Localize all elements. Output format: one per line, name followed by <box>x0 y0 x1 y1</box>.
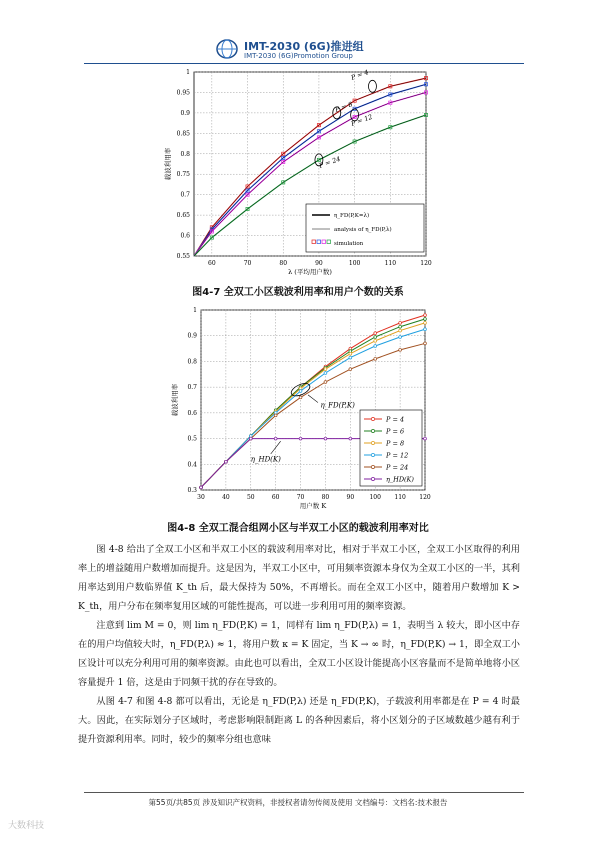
y-tick-label: 1 <box>186 69 190 76</box>
x-tick-label: 90 <box>315 260 323 267</box>
data-point <box>374 339 377 342</box>
y-tick-label: 0.85 <box>176 130 190 138</box>
legend-label: η_HD(K) <box>386 475 414 484</box>
legend-label: P = 24 <box>386 463 409 472</box>
data-point <box>424 321 427 324</box>
data-point <box>324 437 327 440</box>
data-point <box>424 328 427 331</box>
legend-label: P = 4 <box>386 415 405 424</box>
x-tick-label: 110 <box>394 494 406 501</box>
x-tick-label: 70 <box>243 260 252 267</box>
figure-4-7-caption: 图4-7 全双工小区载波利用率和用户个数的关系 <box>192 287 404 298</box>
legend-marker-icon <box>371 417 374 420</box>
watermark: 大数科技 <box>8 821 45 831</box>
page-footer: 第55页/共85页 涉及知识产权资料，非授权者请勿传阅及使用 文档编号：文档名:技术报告 <box>148 798 448 807</box>
x-tick-label: 110 <box>384 260 397 267</box>
header-title: IMT-2030 (6G)推进组 <box>244 40 364 53</box>
legend-label: η_FD(P,K=λ) <box>334 213 370 219</box>
p-annotation: P = 24 <box>317 154 342 170</box>
legend-marker-icon <box>371 477 374 480</box>
legend-marker-icon <box>371 453 374 456</box>
x-tick-label: 70 <box>296 494 305 501</box>
data-point <box>399 336 402 339</box>
data-point <box>324 372 327 375</box>
data-point <box>399 325 402 328</box>
x-tick-label: 60 <box>208 260 216 267</box>
data-point <box>299 390 302 393</box>
data-point <box>299 437 302 440</box>
x-axis-label: 用户数 K <box>299 502 327 510</box>
y-tick-label: 1 <box>193 307 197 314</box>
data-point <box>424 318 427 321</box>
data-point <box>399 329 402 332</box>
x-tick-label: 100 <box>369 494 381 501</box>
data-point <box>299 396 302 399</box>
data-point <box>224 460 227 463</box>
paragraph-2: 注意到 lim M = 0，则 lim η_FD(P,K) = 1，同样有 lim η_FD(P,λ) = 1，表明当 λ 较大，即小区中存在的用户均值较大时，η_FD(P,λ) ≈ 1，将用户数 κ = K 固定，当 K → ∞ 时，η_FD(P,K) → 1，即全双工小区设计可以充分利用可用的频率资源。由此也可以看出，全双工小区设计能提高小区容量而不是简单地将小区容量提升 1 倍，这是由于同频干扰的存在导致的。 <box>78 620 520 688</box>
data-point <box>424 437 427 440</box>
figure-4-8-chart <box>0 300 596 520</box>
p-annotation: P = 12 <box>349 112 374 128</box>
legend-marker-icon <box>371 441 374 444</box>
data-point <box>374 357 377 360</box>
x-tick-label: 40 <box>222 494 230 501</box>
eta-fd-annotation: η_FD(P,K) <box>320 401 355 410</box>
header-subtitle: IMT-2030 (6G)Promotion Group <box>244 52 353 60</box>
eta-hd-annotation: η_HD(K) <box>250 455 281 464</box>
y-axis-label: 载波利用率 <box>171 383 179 417</box>
y-tick-label: 0.95 <box>176 89 190 97</box>
figure-4-8-caption: 图4-8 全双工混合组网小区与半双工小区的载波利用率对比 <box>167 523 429 534</box>
data-point <box>424 314 427 317</box>
data-point <box>324 381 327 384</box>
y-tick-label: 0.7 <box>180 191 190 199</box>
data-point <box>349 368 352 371</box>
data-point <box>349 352 352 355</box>
x-tick-label: 30 <box>197 494 205 501</box>
y-tick-label: 0.9 <box>180 109 190 117</box>
y-tick-label: 0.4 <box>187 461 197 469</box>
x-tick-label: 50 <box>246 494 255 501</box>
data-point <box>374 345 377 348</box>
data-point <box>349 437 352 440</box>
x-tick-label: 100 <box>348 260 361 267</box>
data-point <box>200 486 203 489</box>
legend-label: P = 6 <box>386 427 405 436</box>
data-point <box>274 414 277 417</box>
data-point <box>374 332 377 335</box>
data-point <box>249 437 252 440</box>
data-point <box>424 342 427 345</box>
y-tick-label: 0.55 <box>176 253 190 260</box>
data-point <box>349 356 352 359</box>
imt-2030-logo-icon <box>215 38 239 60</box>
y-tick-label: 0.5 <box>187 435 197 443</box>
y-tick-label: 0.8 <box>180 150 190 158</box>
y-tick-label: 0.6 <box>187 409 197 417</box>
paragraph-3: 从图 4-7 和图 4-8 都可以看出，无论是 η_FD(P,λ) 还是 η_FD(P,K)，子载波利用率都是在 P = 4 时最大。因此，在实际划分子区域时，考虑影响限制距离 L 的各种因素后，将小区划分的子区域数越少越有利于提升资源利用率。同时，较少的频率分组也意味 <box>78 696 520 745</box>
x-axis-label: λ (平均用户数) <box>288 268 332 276</box>
y-tick-label: 0.75 <box>176 171 190 179</box>
x-tick-label: 80 <box>321 494 330 501</box>
data-point <box>399 348 402 351</box>
p-annotation: P = 4 <box>349 68 370 82</box>
x-tick-label: 60 <box>271 494 280 501</box>
data-point <box>274 437 277 440</box>
legend-label: simulation <box>334 241 364 247</box>
x-tick-label: 80 <box>279 260 288 267</box>
x-tick-label: 90 <box>346 494 355 501</box>
x-tick-label: 120 <box>420 260 432 267</box>
paragraph-1: 图 4-8 给出了全双工小区和半双工小区的载波利用率对比，相对于半双工小区，全双工小区取得的利用率上的增益随用户数增加而提升。这是因为，半双工小区中，可用频率资源本身仅为全双工小区的一半，其利用率达到用户数临界值 K_th 后，最大保持为 50%，不再增长。而在全双工小区中，随着用户数增加 K > K_th，用户分布在频率复用区域的可能性提高，可以进一步利用可用的频率资源。 <box>78 544 520 612</box>
footer-divider <box>84 792 524 793</box>
data-point <box>374 336 377 339</box>
legend-label: analysis of η_FD(P,λ) <box>334 227 392 233</box>
y-tick-label: 0.8 <box>187 358 197 366</box>
y-tick-label: 0.3 <box>187 487 197 494</box>
data-point <box>324 368 327 371</box>
y-tick-label: 0.6 <box>180 232 190 240</box>
data-point <box>399 321 402 324</box>
legend-label: P = 8 <box>386 439 405 448</box>
y-tick-label: 0.7 <box>187 384 197 392</box>
body-text <box>78 540 520 749</box>
p-annotation: P = 8 <box>333 100 354 114</box>
y-axis-label: 载波利用率 <box>164 147 172 181</box>
legend-marker-icon <box>371 429 374 432</box>
x-tick-label: 120 <box>419 494 431 501</box>
y-tick-label: 0.65 <box>176 212 190 220</box>
legend-label: P = 12 <box>386 451 409 460</box>
y-tick-label: 0.9 <box>187 332 197 340</box>
legend-marker-icon <box>371 465 374 468</box>
